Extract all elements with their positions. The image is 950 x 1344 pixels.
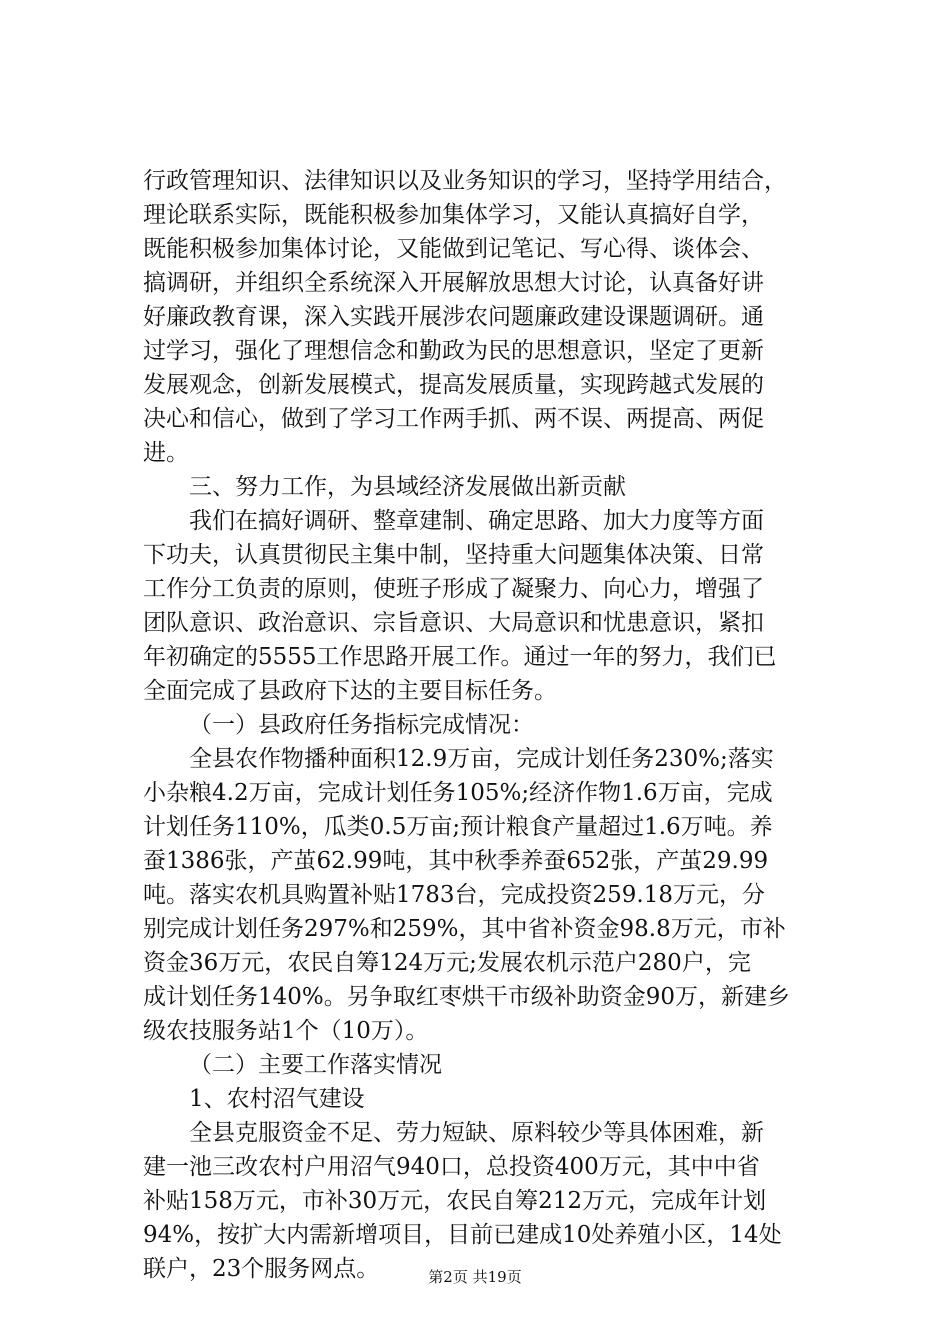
section-heading: 三、努力工作，为县域经济发展做出新贡献 [189,474,626,500]
subsection-heading: （一）县政府任务指标完成情况： [189,712,534,738]
item-heading: 1、农村沼气建设 [189,1086,365,1112]
text-line: 年初确定的5555工作思路开展工作。通过一年的努力，我们已 [143,644,777,670]
text-line: 别完成计划任务297%和259%，其中省补资金98.8万元，市补 [143,916,786,942]
subsection-heading: （二）主要工作落实情况 [189,1052,442,1078]
text-line: 吨。落实农机具购置补贴1783台，完成投资259.18万元，分 [143,882,766,908]
text-line: 好廉政教育课，深入实践开展涉农问题廉政建设课题调研。通 [143,304,764,330]
text-line: 工作分工负责的原则，使班子形成了凝聚力、向心力，增强了 [143,576,764,602]
text-line: 过学习，强化了理想信念和勤政为民的思想意识，坚定了更新 [143,338,764,364]
text-line: 下功夫，认真贯彻民主集中制，坚持重大问题集体决策、日常 [143,542,764,568]
text-line: 行政管理知识、法律知识以及业务知识的学习，坚持学用结合， [143,168,787,194]
text-line: 决心和信心，做到了学习工作两手抓、两不误、两提高、两促 [143,406,764,432]
text-line: 既能积极参加集体讨论，又能做到记笔记、写心得、谈体会、 [143,236,764,262]
document-body [143,164,833,1286]
page-number: 第2页 共19页 [428,1268,522,1286]
text-line: 计划任务110%，瓜类0.5万亩;预计粮食产量超过1.6万吨。养 [143,814,773,840]
text-line: 发展观念，创新发展模式，提高发展质量，实现跨越式发展的 [143,372,764,398]
text-line: 进。 [143,440,189,466]
text-line: 补贴158万元，市补30万元，农民自筹212万元，完成年计划 [143,1188,767,1214]
text-line: 小杂粮4.2万亩，完成计划任务105%;经济作物1.6万亩，完成 [143,780,773,806]
paragraph-start: 全县农作物播种面积12.9万亩，完成计划任务230%;落实 [189,746,774,772]
text-line: 94%，按扩大内需新增项目，目前已建成10处养殖小区，14处 [143,1222,782,1248]
text-line: 资金36万元，农民自筹124万元;发展农机示范户280户，完 [143,950,751,976]
text-line: 级农技服务站1个（10万）。 [143,1018,429,1044]
text-line: 联户，23个服务网点。 [143,1256,380,1282]
text-line: 全面完成了县政府下达的主要目标任务。 [143,678,557,704]
text-line: 建一池三改农村户用沼气940口，总投资400万元，其中中省 [143,1154,760,1180]
paragraph-start: 全县克服资金不足、劳力短缺、原料较少等具体困难，新 [189,1120,764,1146]
text-line: 成计划任务140%。另争取红枣烘干市级补助资金90万，新建乡 [143,984,791,1010]
paragraph-start: 我们在搞好调研、整章建制、确定思路、加大力度等方面 [189,508,764,534]
text-line: 搞调研，并组织全系统深入开展解放思想大讨论，认真备好讲 [143,270,764,296]
text-line: 蚕1386张，产茧62.99吨，其中秋季养蚕652张，产茧29.99 [143,848,769,874]
text-line: 理论联系实际，既能积极参加集体学习，又能认真搞好自学， [143,202,764,228]
text-line: 团队意识、政治意识、宗旨意识、大局意识和忧患意识，紧扣 [143,610,764,636]
